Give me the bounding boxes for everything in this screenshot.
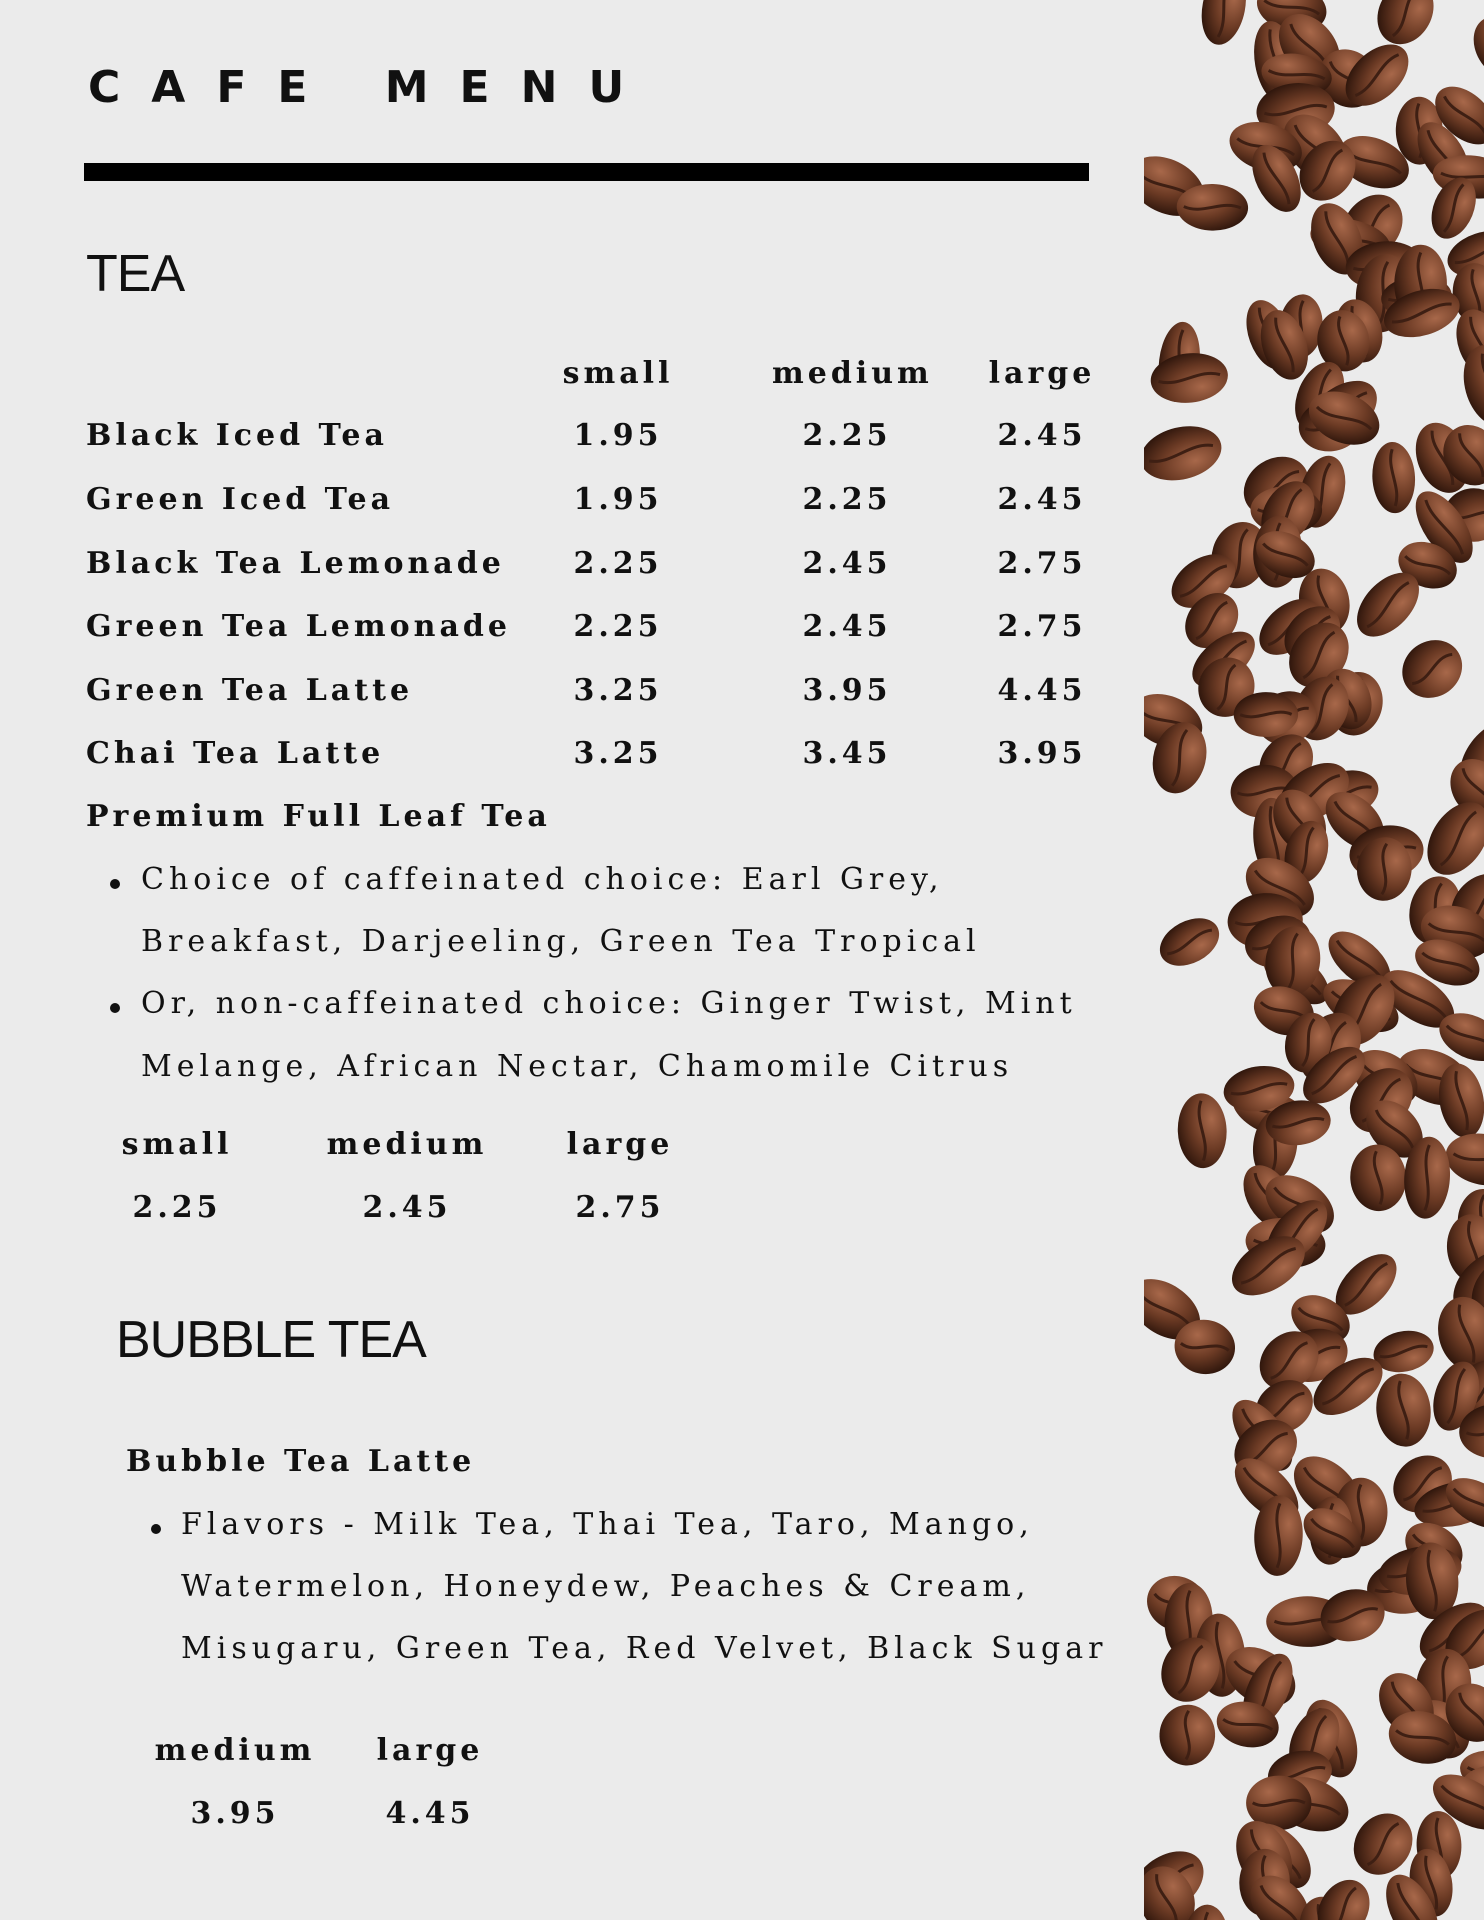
tea-size-large-header: large [988, 356, 1096, 391]
tea-item-price-medium: 2.25 [802, 482, 892, 517]
bullet-dot [110, 879, 120, 889]
tea-item-price-small: 1.95 [573, 418, 663, 453]
bubble-tea-heading: BUBBLE TEA [116, 1311, 426, 1369]
tea-size-small-header: small [562, 356, 674, 391]
tea-item-name: Green Tea Lemonade [86, 609, 511, 644]
coffee-bean [1307, 1871, 1379, 1920]
bubble-price-large: 4.45 [385, 1796, 475, 1831]
tea-item-price-large: 4.45 [997, 673, 1087, 708]
tea-item-price-medium: 2.45 [802, 609, 892, 644]
bullet-dot [151, 1524, 161, 1534]
coffee-bean [1152, 909, 1228, 976]
premium-bullet-line: Melange, African Nectar, Chamomile Citrus [141, 1049, 1014, 1084]
tea-item-name: Chai Tea Latte [86, 736, 385, 771]
tea-item-price-small: 3.25 [573, 673, 663, 708]
tea-item-price-large: 2.75 [997, 609, 1087, 644]
tea-item-price-medium: 3.45 [802, 736, 892, 771]
coffee-bean [1367, 0, 1445, 54]
premium-price-large: 2.75 [575, 1190, 665, 1225]
coffee-bean [1463, 7, 1484, 88]
tea-item-name: Black Iced Tea [86, 418, 388, 453]
tea-item-price-large: 3.95 [997, 736, 1087, 771]
title-underline [84, 163, 1089, 181]
coffee-bean [1144, 418, 1227, 488]
tea-item-price-small: 2.25 [573, 546, 663, 581]
menu-title: CAFE MENU [88, 62, 656, 113]
bubble-size-large-header: large [376, 1733, 484, 1768]
tea-item-price-small: 2.25 [573, 609, 663, 644]
bubble-size-medium-header: medium [154, 1733, 316, 1768]
premium-size-large-header: large [566, 1127, 674, 1162]
bullet-dot [110, 1003, 120, 1013]
coffee-bean [1415, 791, 1484, 886]
coffee-bean [1176, 1092, 1228, 1169]
bubble-price-medium: 3.95 [190, 1796, 280, 1831]
tea-heading: TEA [86, 245, 185, 303]
bubble-flavors-line: Flavors - Milk Tea, Thai Tea, Taro, Mango, [181, 1507, 1034, 1542]
coffee-bean [1391, 628, 1474, 709]
coffee-bean [1467, 1912, 1484, 1920]
tea-item-price-small: 1.95 [573, 482, 663, 517]
tea-item-price-large: 2.75 [997, 546, 1087, 581]
premium-price-medium: 2.45 [362, 1190, 452, 1225]
tea-item-name: Green Tea Latte [86, 673, 414, 708]
tea-item-name: Green Iced Tea [86, 482, 395, 517]
tea-item-price-large: 2.45 [997, 482, 1087, 517]
tea-size-medium-header: medium [772, 356, 933, 391]
premium-size-medium-header: medium [326, 1127, 488, 1162]
coffee-bean [1373, 1371, 1435, 1450]
tea-item-price-small: 3.25 [573, 736, 663, 771]
tea-item-price-medium: 2.25 [802, 418, 892, 453]
tea-item-price-large: 2.45 [997, 418, 1087, 453]
premium-bullet-line: Or, non-caffeinated choice: Ginger Twist, Mint [141, 986, 1077, 1021]
tea-item-price-medium: 3.95 [802, 673, 892, 708]
coffee-bean [1234, 692, 1299, 737]
bubble-tea-item-name: Bubble Tea Latte [126, 1444, 476, 1479]
coffee-bean [1196, 0, 1252, 49]
premium-bullet-line: Choice of caffeinated choice: Earl Grey, [141, 862, 944, 897]
premium-bullet-line: Breakfast, Darjeeling, Green Tea Tropical [141, 924, 981, 959]
premium-tea-name: Premium Full Leaf Tea [86, 799, 551, 834]
tea-item-price-medium: 2.45 [802, 546, 892, 581]
premium-size-small-header: small [121, 1127, 233, 1162]
bubble-flavors-line: Watermelon, Honeydew, Peaches & Cream, [181, 1569, 1031, 1604]
bubble-flavors-line: Misugaru, Green Tea, Red Velvet, Black Sugar [181, 1631, 1108, 1666]
coffee-bean [1371, 441, 1417, 514]
tea-item-name: Black Tea Lemonade [86, 546, 505, 581]
coffee-beans-image [1144, 0, 1484, 1920]
premium-price-small: 2.25 [132, 1190, 222, 1225]
coffee-bean [1158, 1703, 1217, 1767]
